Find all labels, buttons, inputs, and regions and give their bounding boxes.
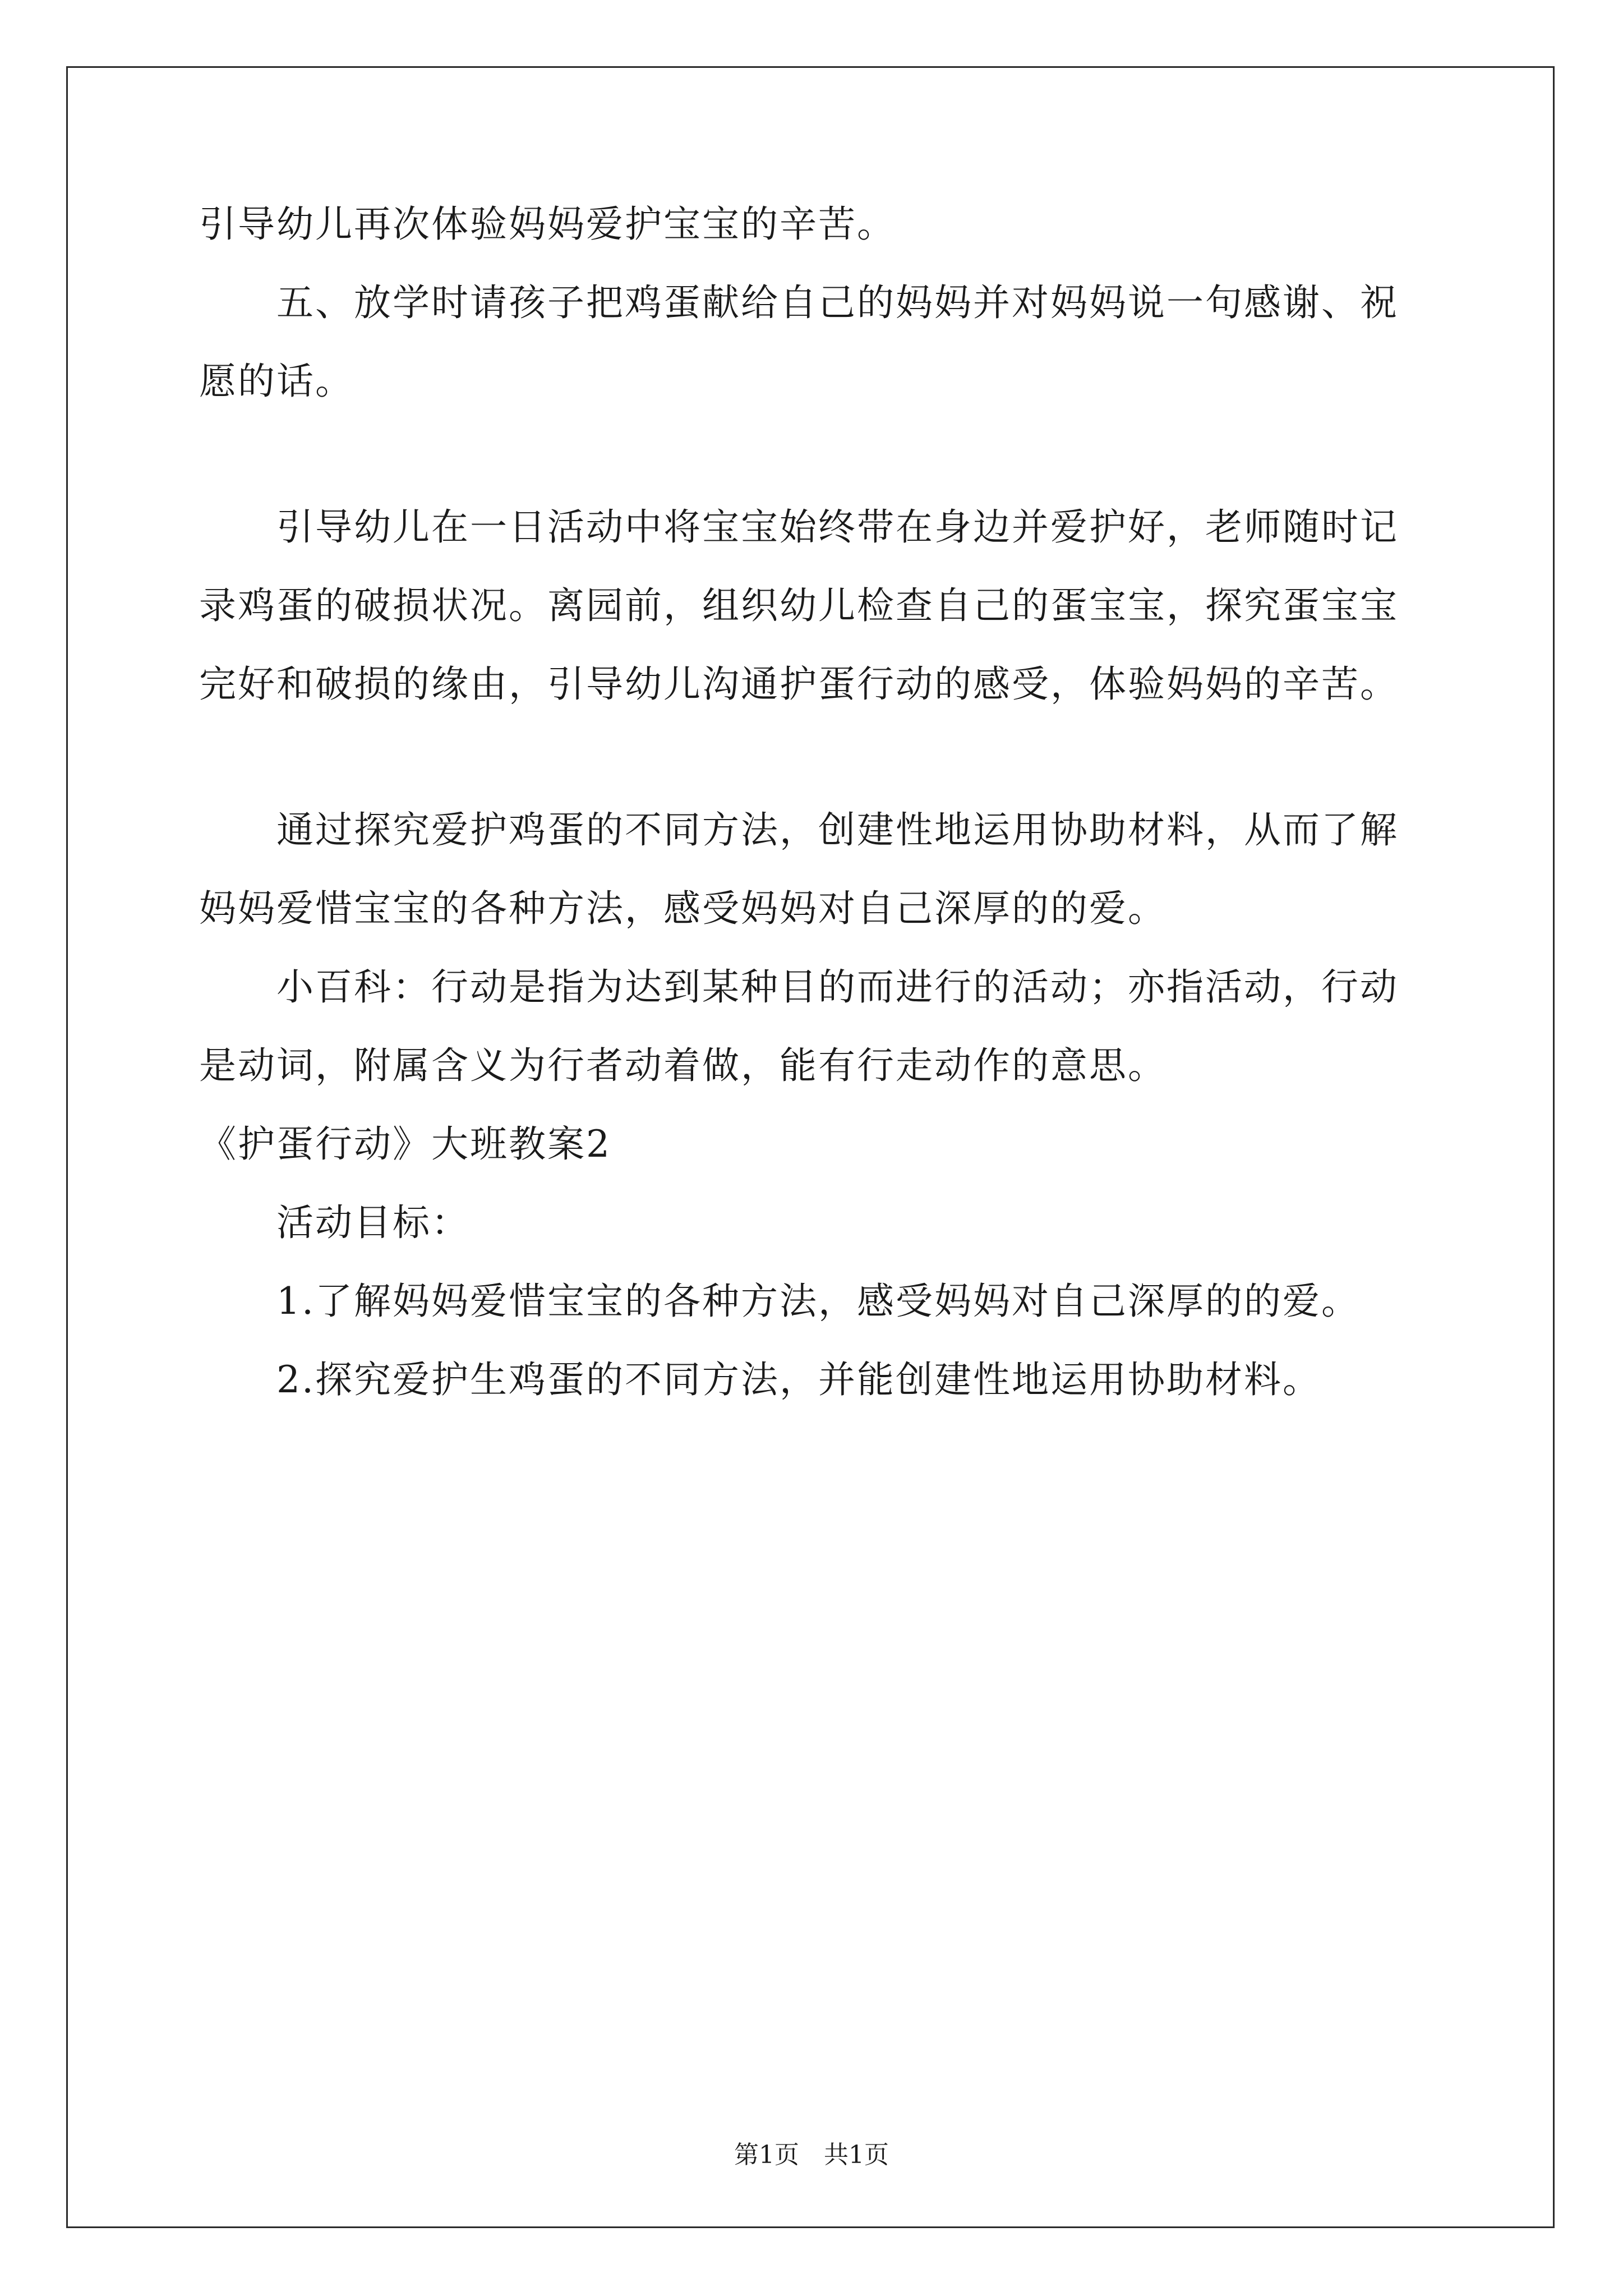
paragraph: 通过探究爱护鸡蛋的不同方法，创建性地运用协助材料，从而了解妈妈爱惜宝宝的各种方法，感受妈妈对自己深厚的的爱。 [199,808,1399,930]
list-item: 1.了解妈妈爱惜宝宝的各种方法，感受妈妈对自己深厚的的爱。 [276,1280,1360,1323]
section-heading: 《护蛋行动》大班教案2 [199,1122,611,1166]
paragraph: 引导幼儿再次体验妈妈爱护宝宝的辛苦。 [199,203,896,246]
list-item: 2.探究爱护生鸡蛋的不同方法，并能创建性地运用协助材料。 [276,1358,1321,1401]
paragraph: 引导幼儿在一日活动中将宝宝始终带在身边并爱护好，老师随时记录鸡蛋的破损状况。离园前，组织幼儿检查自己的蛋宝宝，探究蛋宝宝完好和破损的缘由，引导幼儿沟通护蛋行动的感受，体验妈妈的辛苦。 [199,505,1399,706]
paragraph-gap [199,421,1427,488]
paragraph: 小百科：行动是指为达到某种目的而进行的活动；亦指活动，行动是动词，附属含义为行者动着做，能有行走动作的意思。 [199,965,1399,1087]
paragraph-gap [199,724,1427,791]
page-number-footer: 第1页 共1页 [734,2141,889,2169]
paragraph: 活动目标： [276,1201,470,1244]
document-body [199,185,1427,1419]
paragraph: 五、放学时请孩子把鸡蛋献给自己的妈妈并对妈妈说一句感谢、祝愿的话。 [199,281,1399,403]
